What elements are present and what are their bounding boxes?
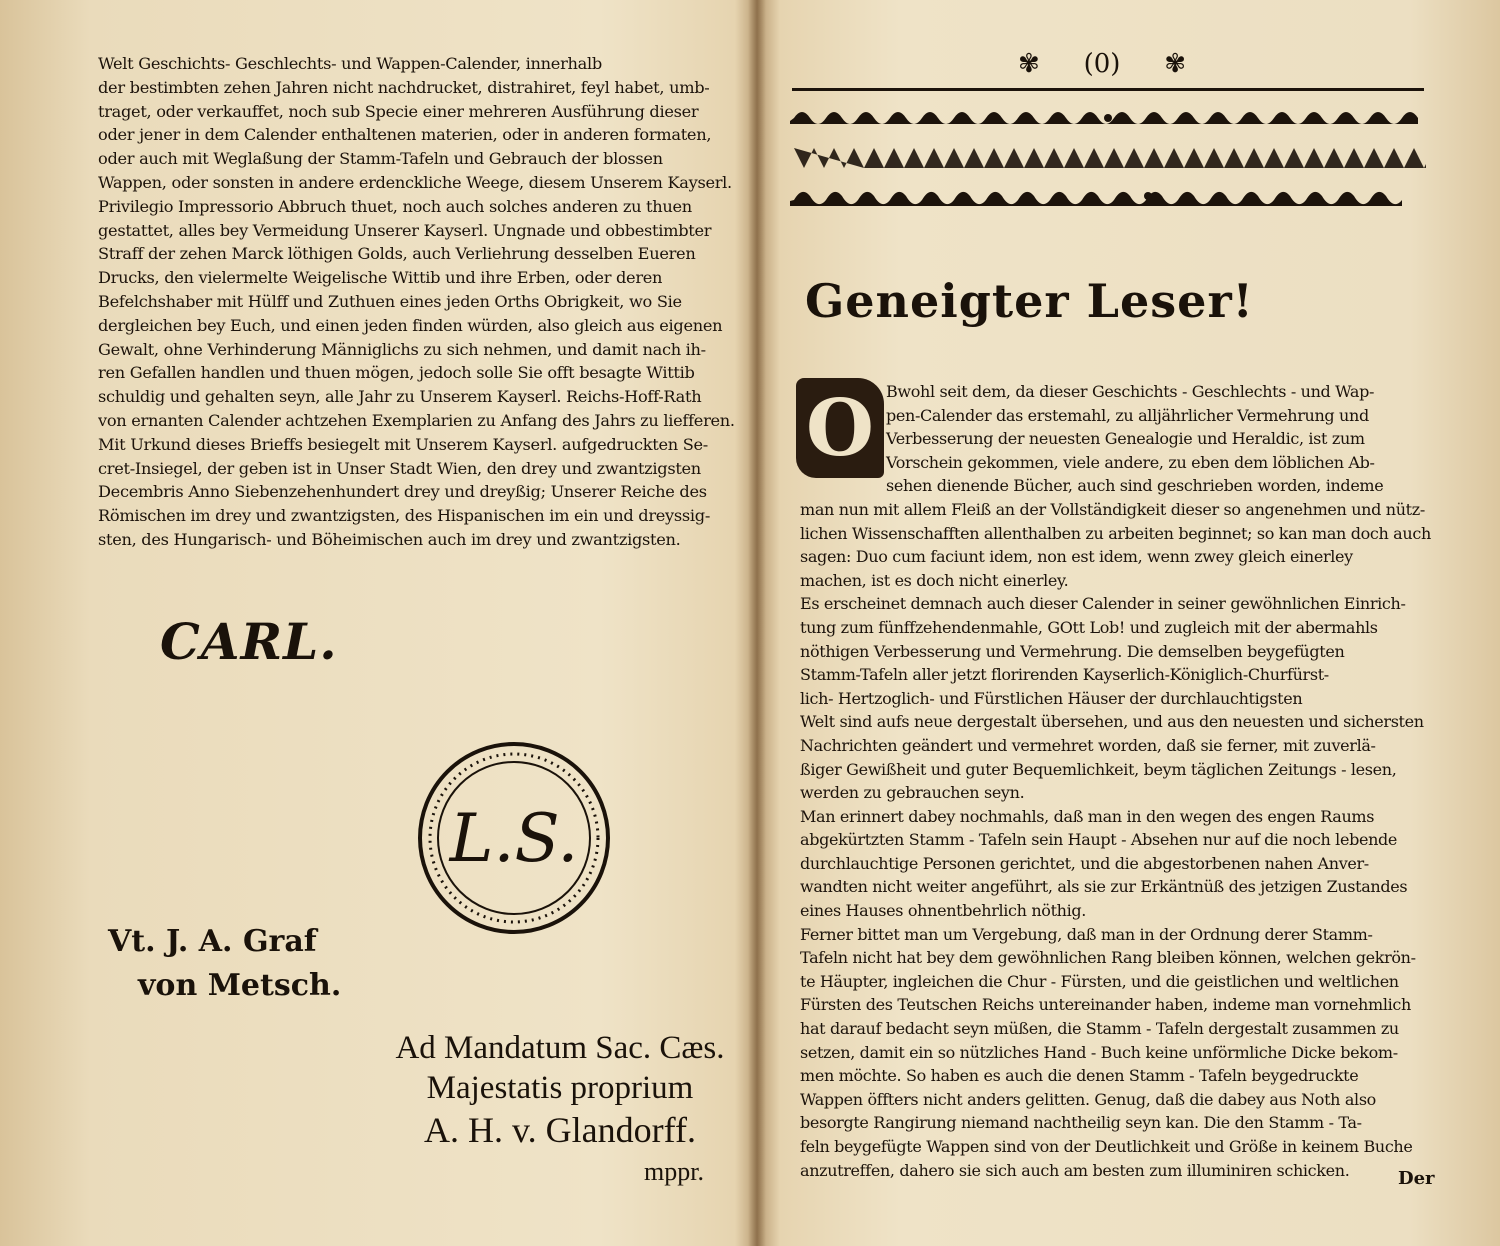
flower-ornament-icon: ✾ xyxy=(1018,49,1040,79)
text-line: Stamm-Tafeln aller jetzt florirenden Kayserlich-Königlich-Churfürst- xyxy=(800,665,1329,685)
countersign-line: von Metsch. xyxy=(138,968,342,1003)
text-line: Mit Urkund dieses Brieffs besiegelt mit Unserem Kayserl. aufgedruckten Se- xyxy=(98,434,708,454)
text-line: Man erinnert dabey nochmahls, daß man in den wegen des engen Raums xyxy=(800,806,1375,826)
text-line: Tafeln nicht hat bey dem gewöhnlichen Rang bleiben können, welchen gekrön- xyxy=(800,948,1416,968)
text-line: cret-Insiegel, der geben ist in Unser Stadt Wien, den drey und zwantzigsten xyxy=(98,458,701,478)
text-line: Befelchshaber mit Hülff und Zuthuen eines jeden Orths Obrigkeit, wo Sie xyxy=(98,291,682,311)
page-number: (0) xyxy=(1083,49,1121,79)
page-title: Geneigter Leser! xyxy=(805,274,1254,328)
text-line: Vorschein gekommen, viele andere, zu eben dem löblichen Ab- xyxy=(886,452,1375,472)
text-line: Es erscheinet demnach auch dieser Calender in seiner gewöhnlichen Einrich- xyxy=(800,594,1406,614)
mandate-line: Majestatis proprium xyxy=(426,1070,694,1106)
text-line: setzen, damit ein so nützliches Hand - Buch keine unförmliche Dicke bekom- xyxy=(800,1042,1398,1062)
mandate-line: Ad Mandatum Sac. Cæs. xyxy=(395,1030,725,1066)
text-line: Römischen im drey und zwantzigsten, des Hispanischen im ein und dreyssig- xyxy=(98,506,711,526)
text-line: traget, oder verkauffet, noch sub Specie einer mehreren Ausführung dieser xyxy=(98,101,699,121)
mandate-line: A. H. v. Glandorff. xyxy=(424,1110,696,1150)
text-line: man nun mit allem Fleiß an der Vollständigkeit dieser so angenehmen und nütz- xyxy=(800,499,1425,519)
text-line: Drucks, den vielermelte Weigelische Wittib und ihre Erben, oder deren xyxy=(98,268,663,288)
text-line: sten, des Hungarisch- und Böheimischen auch im drey und zwantzigsten. xyxy=(98,529,681,549)
page-header xyxy=(1018,44,1186,84)
flower-ornament-icon: ✾ xyxy=(1164,49,1186,79)
countersignature xyxy=(108,920,348,1008)
text-line: Straff der zehen Marck löthigen Golds, auch Verliehrung desselben Eueren xyxy=(98,244,696,264)
text-line: werden zu gebrauchen seyn. xyxy=(800,783,1025,803)
imperial-signature: CARL. xyxy=(160,612,338,671)
text-line: dergleichen bey Euch, und einen jeden finden würden, also gleich aus eigenen xyxy=(98,315,723,335)
text-line: von ernanten Calender achtzehen Exemplarien zu Anfang des Jahrs zu liefferen. xyxy=(98,410,735,430)
countersign-line: Vt. J. A. Graf xyxy=(108,924,317,959)
text-line: men möchte. So haben es auch die denen Stamm - Tafeln beygedruckte xyxy=(800,1066,1359,1086)
text-line: Verbesserung der neuesten Genealogie und Heraldic, ist zum xyxy=(886,429,1365,449)
text-line: Welt Geschichts- Geschlechts- und Wappen-Calender, innerhalb xyxy=(98,54,602,73)
text-line: sehen dienende Bücher, auch sind geschrieben worden, indeme xyxy=(886,476,1384,496)
text-line: abgekürtzten Stamm - Tafeln sein Haupt - Absehen nur auf die noch lebende xyxy=(800,830,1398,850)
text-line: te Häupter, ingleichen die Chur - Fürsten, und die geistlichen und weltlichen xyxy=(800,971,1399,991)
ornament-band-icon xyxy=(790,182,1426,210)
mandate-block xyxy=(370,1028,750,1192)
text-line: eines Hauses ohnentbehrlich nöthig. xyxy=(800,901,1086,921)
text-line: schuldig und gehalten seyn, alle Jahr zu Unserem Kayserl. Reichs-Hoff-Rath xyxy=(98,387,702,407)
text-line: Gewalt, ohne Verhinderung Männiglichs zu sich nehmen, und damit nach ih- xyxy=(98,339,706,359)
text-line: Wappen öffters nicht anders gelitten. Genug, daß die dabey aus Noth also xyxy=(800,1089,1376,1109)
text-line: hat darauf bedacht seyn müßen, die Stamm - Tafeln dergestalt zusammen zu xyxy=(800,1019,1399,1039)
text-line: besorgte Rangirung niemand nachtheilig seyn kan. Die den Stamm - Ta- xyxy=(800,1113,1362,1133)
text-line: lichen Wissenschafften allenthalben zu arbeiten beginnet; so kan man doch auch xyxy=(800,523,1431,543)
mandate-line: mppr. xyxy=(644,1157,704,1186)
text-line: Wappen, oder sonsten in andere erdenckliche Weege, diesem Unserem Kayserl. xyxy=(98,172,732,192)
seal-text: L.S. xyxy=(449,799,579,877)
text-line: Ferner bittet man um Vergebung, daß man in der Ordnung derer Stamm- xyxy=(800,924,1373,944)
text-line: tung zum fünffzehendenmahle, GOtt Lob! und zugleich mit der abermahls xyxy=(800,617,1378,637)
privilege-text xyxy=(98,52,740,552)
ornament-band-icon xyxy=(790,104,1426,132)
text-line: wandten nicht weiter angeführt, als sie zur Erkäntnüß des jetzigen Zustandes xyxy=(800,877,1408,897)
text-line: Privilegio Impressorio Abbruch thuet, noch auch solches anderen zu thuen xyxy=(98,196,692,216)
text-line: feln beygefügte Wappen sind von der Deutlichkeit und Größe in keinem Buche xyxy=(800,1137,1413,1156)
text-line: oder jener in dem Calender enthaltenen materien, oder in anderen formaten, xyxy=(98,125,712,145)
text-line: Nachrichten geändert und vermehret worden, daß sie ferner, mit zuverlä- xyxy=(800,735,1376,755)
text-line: der bestimbten zehen Jahren nicht nachdrucket, distrahiret, feyl habet, umb- xyxy=(98,77,710,97)
ornament-band-icon xyxy=(790,144,1426,172)
text-line: Fürsten des Teutschen Reichs untereinander haben, indeme man vornehmlich xyxy=(800,995,1411,1015)
text-line: ren Gefallen handlen und thuen mögen, jedoch solle Sie offt besagte Wittib xyxy=(98,363,695,383)
text-line: nöthigen Verbesserung und Vermehrung. Die demselben beygefügten xyxy=(800,641,1345,661)
text-line: Bwohl seit dem, da dieser Geschichts - Geschlechts - und Wap- xyxy=(886,382,1375,401)
text-line: pen-Calender das erstemahl, zu alljährlicher Vermehrung und xyxy=(886,405,1369,425)
text-line: Decembris Anno Siebenzehenhundert drey und dreyßig; Unserer Reiche des xyxy=(98,482,707,502)
drop-cap: O xyxy=(796,378,884,478)
header-rule xyxy=(792,88,1424,91)
text-line: ßiger Gewißheit und guter Bequemlichkeit, beym täglichen Zeitungs - lesen, xyxy=(800,759,1397,779)
catchword: Der xyxy=(1398,1168,1435,1189)
preface-text xyxy=(800,380,1436,1182)
text-line: Welt sind aufs neue dergestalt übersehen, und aus den neuesten und sichersten xyxy=(800,712,1424,732)
text-line: oder auch mit Weglaßung der Stamm-Tafeln und Gebrauch der blossen xyxy=(98,149,663,169)
text-line: sagen: Duo cum faciunt idem, non est idem, wenn zwey gleich einerley xyxy=(800,547,1353,567)
seal-stamp xyxy=(416,740,612,936)
text-line: durchlauchtige Personen gerichtet, und die abgestorbenen nahen Anver- xyxy=(800,853,1369,873)
text-line: machen, ist es doch nicht einerley. xyxy=(800,570,1069,590)
text-line: anzutreffen, dahero sie sich auch am besten zum illuminiren schicken. xyxy=(800,1160,1350,1180)
text-line: gestattet, alles bey Vermeidung Unserer Kayserl. Ungnade und obbestimbter xyxy=(98,220,712,240)
text-line: lich- Hertzoglich- und Fürstlichen Häuser der durchlauchtigsten xyxy=(800,688,1303,708)
